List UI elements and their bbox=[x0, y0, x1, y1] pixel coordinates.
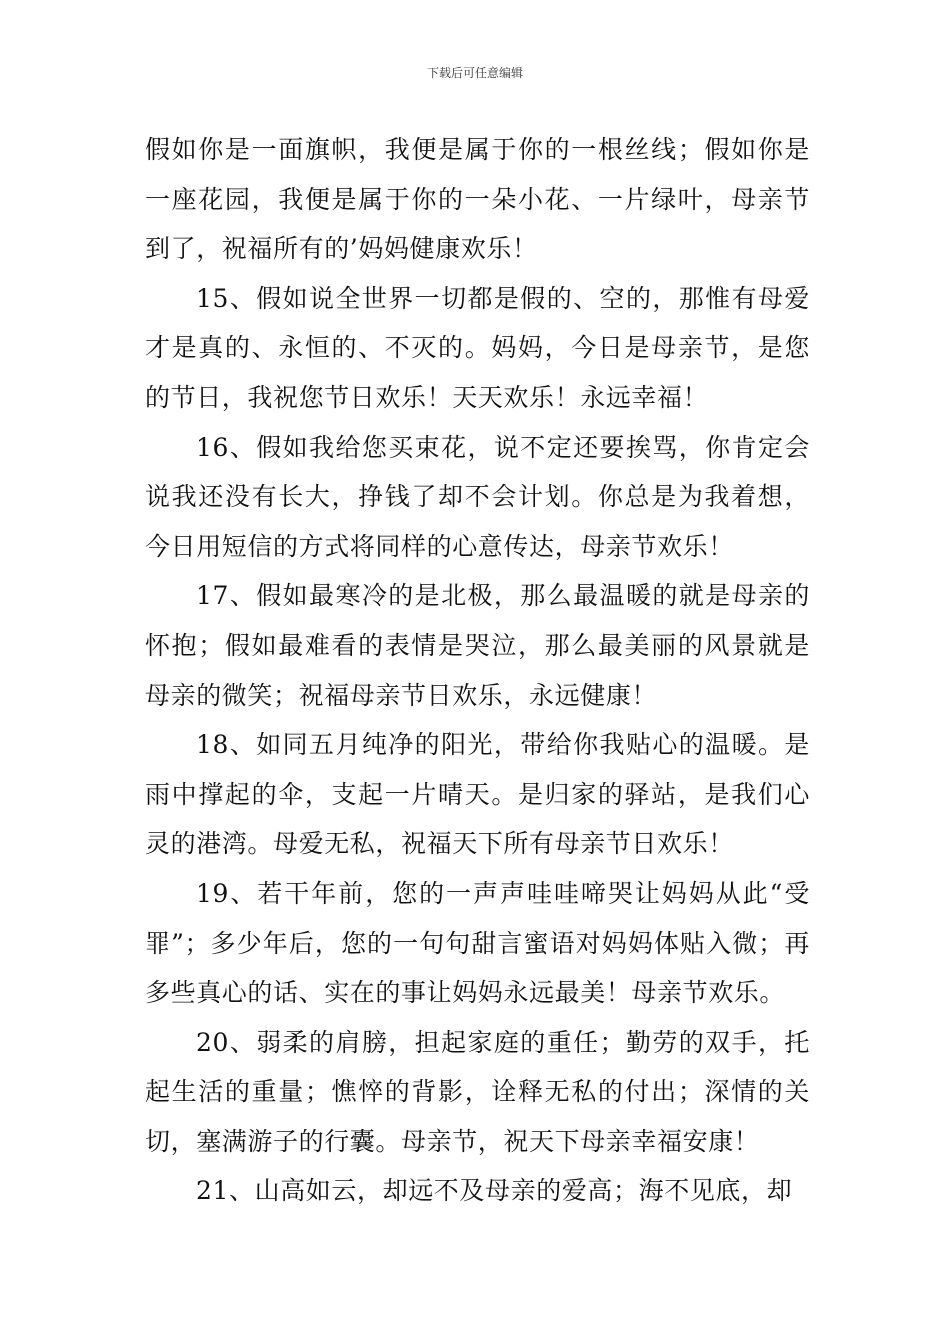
paragraph-16: 16、假如我给您买束花，说不定还要挨骂，你肯定会说我还没有长大，挣钱了却不会计划。你总是为我着想，今日用短信的方式将同样的心意传达，母亲节欢乐！ bbox=[145, 432, 810, 561]
paragraph-21: 21、山高如云，却远不及母亲的爱高；海不见底，却 bbox=[196, 1176, 793, 1206]
paragraph-19: 19、若干年前，您的一声声哇哇啼哭让妈妈从此“受罪”；多少年后，您的一句句甜言蜜语对妈妈体贴入微；再多些真心的话、实在的事让妈妈永远最美！母亲节欢乐。 bbox=[145, 878, 810, 1008]
paragraph-17: 17、假如最寒冷的是北极，那么最温暖的就是母亲的怀抱；假如最难看的表情是哭泣，那么最美丽的风景就是母亲的微笑；祝福母亲节日欢乐，永远健康！ bbox=[145, 581, 810, 710]
paragraph-20: 20、弱柔的肩膀，担起家庭的重任；勤劳的双手，托起生活的重量；憔悴的背影，诠释无私的付出；深情的关切，塞满游子的行囊。母亲节，祝天下母亲幸福安康！ bbox=[145, 1027, 810, 1156]
paragraph-15: 15、假如说全世界一切都是假的、空的，那惟有母爱才是真的、永恒的、不灭的。妈妈，今日是母亲节，是您的节日，我祝您节日欢乐！天天欢乐！永远幸福！ bbox=[145, 283, 810, 412]
paragraph-18: 18、如同五月纯净的阳光，带给你我贴心的温暖。是雨中撑起的伞，支起一片晴天。是归家的驿站，是我们心灵的港湾。母爱无私，祝福天下所有母亲节日欢乐！ bbox=[145, 730, 810, 859]
paragraph: 假如你是一面旗帜，我便是属于你的一根丝线；假如你是一座花园，我便是属于你的一朵小花、一片绿叶，母亲节到了，祝福所有的’妈妈健康欢乐！ bbox=[145, 135, 810, 264]
document-body bbox=[145, 125, 810, 1216]
page-header: 下载后可任意编辑 bbox=[426, 66, 523, 80]
